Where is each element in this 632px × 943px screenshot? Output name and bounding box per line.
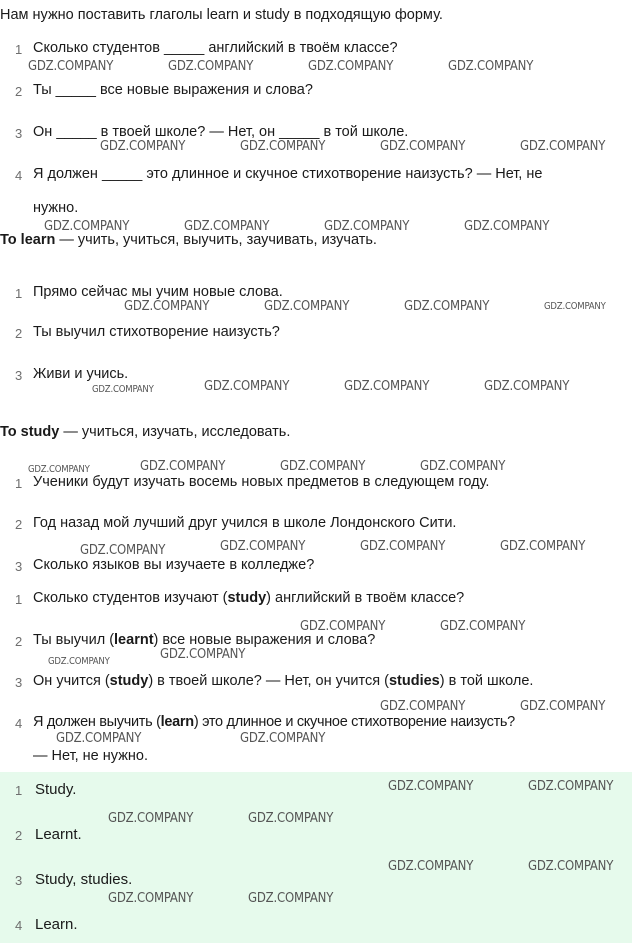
solution-item-text: Он учится (study) в твоей школе? — Нет, он учится (studies) в той школе. [33, 673, 534, 689]
watermark: GDZ.COMPANY [240, 139, 326, 154]
watermark: GDZ.COMPANY [520, 699, 606, 714]
study-definition-text: — учиться, изучать, исследовать. [59, 424, 291, 440]
watermark: GDZ.COMPANY [308, 59, 394, 74]
task-item-text: Сколько студентов _____ английский в твоём классе? [33, 40, 398, 56]
learn-example-text: Ты выучил стихотворение наизусть? [33, 324, 280, 340]
solution-item-text: Я должен выучить (learn) это длинное и скучное стихотворение наизусть? [33, 714, 515, 730]
verb-form: studies [388, 673, 440, 689]
task-item-continuation: нужно. [33, 200, 79, 216]
watermark: GDZ.COMPANY [80, 543, 166, 558]
answer-text: Learn. [35, 916, 78, 933]
watermark: GDZ.COMPANY [300, 619, 386, 634]
learn-example-text: Живи и учись. [33, 366, 129, 382]
learn-word: To learn [0, 232, 56, 248]
watermark: GDZ.COMPANY [204, 379, 290, 394]
watermark: GDZ.COMPANY [448, 59, 534, 74]
learn-definition-text: — учить, учиться, выучить, заучивать, изучать. [55, 232, 377, 248]
solution-item-text: Сколько студентов изучают (study) английский в твоём классе? [33, 590, 465, 606]
verb-form: study [227, 590, 267, 606]
solution-item-number: 4 [15, 716, 23, 731]
study-definition [0, 424, 290, 440]
watermark: GDZ.COMPANY [168, 59, 254, 74]
watermark: GDZ.COMPANY [184, 219, 270, 234]
task-item-number: 3 [15, 126, 23, 141]
answer-panel [0, 772, 632, 943]
watermark: GDZ.COMPANY [484, 379, 570, 394]
watermark: GDZ.COMPANY [56, 731, 142, 746]
solution-item-number: 2 [15, 634, 23, 649]
watermark: GDZ.COMPANY [248, 811, 334, 826]
verb-form: learn [160, 714, 194, 730]
watermark: GDZ.COMPANY [344, 379, 430, 394]
solution-item-number: 3 [15, 675, 23, 690]
study-example-number: 2 [15, 517, 23, 532]
watermark: GDZ.COMPANY [108, 891, 194, 906]
task-item-text: Он _____ в твоей школе? — Нет, он _____ в той школе. [33, 124, 409, 140]
solution-item-number: 1 [15, 592, 23, 607]
task-item-number: 1 [15, 42, 23, 57]
task-item-number: 2 [15, 84, 23, 99]
learn-example-number: 1 [15, 286, 23, 301]
watermark: GDZ.COMPANY [528, 779, 614, 794]
solution-item-continuation: — Нет, не нужно. [33, 748, 148, 764]
watermark: GDZ.COMPANY [92, 384, 154, 395]
watermark: GDZ.COMPANY [360, 539, 446, 554]
study-example-text: Ученики будут изучать восемь новых предметов в следующем году. [33, 474, 490, 490]
watermark: GDZ.COMPANY [388, 779, 474, 794]
watermark: GDZ.COMPANY [28, 464, 90, 475]
answer-number: 4 [15, 918, 23, 933]
watermark: GDZ.COMPANY [280, 459, 366, 474]
learn-definition [0, 232, 377, 248]
task-item-text: Я должен _____ это длинное и скучное стихотворение наизусть? — Нет, не [33, 166, 543, 182]
watermark: GDZ.COMPANY [528, 859, 614, 874]
study-example-text: Год назад мой лучший друг учился в школе Лондонского Сити. [33, 515, 457, 531]
watermark: GDZ.COMPANY [544, 301, 606, 312]
study-example-text: Сколько языков вы изучаете в колледже? [33, 557, 315, 573]
task-item-number: 4 [15, 168, 23, 183]
watermark: GDZ.COMPANY [404, 299, 490, 314]
verb-form: learnt [114, 632, 154, 648]
answer-text: Study. [35, 781, 77, 798]
watermark: GDZ.COMPANY [240, 731, 326, 746]
watermark: GDZ.COMPANY [420, 459, 506, 474]
watermark: GDZ.COMPANY [520, 139, 606, 154]
answer-number: 3 [15, 873, 23, 888]
study-word: To study [0, 424, 60, 440]
solution-item-text: Ты выучил (learnt) все новые выражения и слова? [33, 632, 376, 648]
watermark: GDZ.COMPANY [248, 891, 334, 906]
watermark: GDZ.COMPANY [28, 59, 114, 74]
answer-text: Learnt. [35, 826, 82, 843]
watermark: GDZ.COMPANY [124, 299, 210, 314]
learn-example-number: 3 [15, 368, 23, 383]
watermark: GDZ.COMPANY [140, 459, 226, 474]
study-example-number: 1 [15, 476, 23, 491]
watermark: GDZ.COMPANY [264, 299, 350, 314]
watermark: GDZ.COMPANY [380, 139, 466, 154]
watermark: GDZ.COMPANY [388, 859, 474, 874]
watermark: GDZ.COMPANY [100, 139, 186, 154]
watermark: GDZ.COMPANY [48, 656, 110, 667]
watermark: GDZ.COMPANY [44, 219, 130, 234]
watermark: GDZ.COMPANY [380, 699, 466, 714]
watermark: GDZ.COMPANY [160, 647, 246, 662]
task-instruction: Нам нужно поставить глаголы learn и study в подходящую форму. [0, 7, 443, 23]
watermark: GDZ.COMPANY [324, 219, 410, 234]
learn-example-number: 2 [15, 326, 23, 341]
answer-number: 2 [15, 828, 23, 843]
task-item-text: Ты _____ все новые выражения и слова? [33, 82, 313, 98]
watermark: GDZ.COMPANY [500, 539, 586, 554]
learn-example-text: Прямо сейчас мы учим новые слова. [33, 284, 283, 300]
watermark: GDZ.COMPANY [220, 539, 306, 554]
verb-form: study [109, 673, 149, 689]
answer-number: 1 [15, 783, 23, 798]
answer-text: Study, studies. [35, 871, 133, 888]
watermark: GDZ.COMPANY [464, 219, 550, 234]
watermark: GDZ.COMPANY [108, 811, 194, 826]
study-example-number: 3 [15, 559, 23, 574]
watermark: GDZ.COMPANY [440, 619, 526, 634]
